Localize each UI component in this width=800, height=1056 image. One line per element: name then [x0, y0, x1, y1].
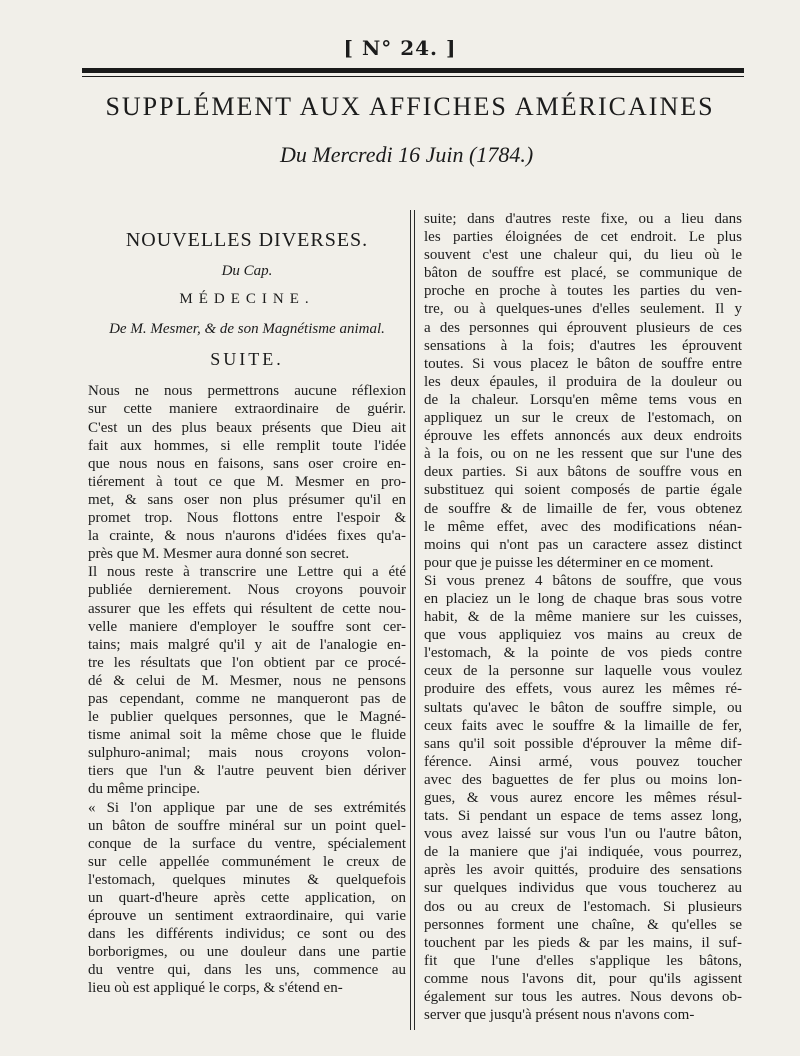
text-line: comme nous l'avons dit, pour qu'ils agissent [424, 970, 742, 987]
text-line: tats. Si pendant un espace de tems assez long, [424, 808, 742, 825]
text-line: tiérement à tout ce que M. Mesmer en pro- [88, 473, 406, 490]
text-line: deux parties. Si aux bâtons de souffre vous en [424, 464, 742, 481]
text-line: fit que l'une d'elles s'applique les bâtons, [424, 952, 742, 969]
text-line: borborigmes, ou une douleur dans une partie [88, 944, 406, 961]
text-line: tiers que l'un & l'autre peuvent bien dériver [88, 763, 406, 780]
text-line: éprouve un sentiment extraordinaire, qui varie [88, 908, 406, 925]
text-line: sultats qu'avec le bâton de souffre simple, ou [424, 699, 742, 716]
text-line: tisme animal soit la même chose que le fluide [88, 727, 406, 744]
text-line: après les avoir quittés, produire des sensations [424, 862, 742, 879]
text-line: ceux faits avec le souffre & la limaille de fer, [424, 717, 742, 734]
text-line: publiée dernierement. Nous croyons pouvoir [88, 582, 406, 599]
text-line: de la chaleur. Lorsqu'en même tems vous en [424, 391, 742, 408]
text-line: pour que je puisse les déterminer en ce moment. [424, 554, 714, 571]
text-line: Il nous reste à transcrire une Lettre qui a été [88, 564, 406, 581]
left-column [88, 210, 406, 998]
text-line: un quart-d'heure après cette application, on [88, 890, 406, 906]
text-line: près que M. Mesmer aura donné son secret. [88, 546, 350, 563]
text-line: pas cependant, comme ne manqueront pas de [88, 690, 406, 707]
text-line: sur quelques individus que vous toucherez au [424, 880, 742, 897]
text-line: moins qui n'ont pas un caractere assez distinct [424, 536, 742, 553]
text-line: tains; mais malgré qu'il y ait de l'analogie en- [88, 636, 406, 653]
article-continuation-label: SUITE. [210, 349, 284, 370]
issue-date: Du Mercredi 16 Juin (1784.) [280, 142, 534, 167]
text-line: personnes forment une chaîne, & qu'elles se [424, 916, 742, 933]
text-line: dans les différents individus; ce sont ou des [88, 926, 406, 943]
text-line: fait aux hommes, si elle remplit toute l'idée [88, 437, 406, 454]
text-line: également sur tous les autres. Nous devons ob- [424, 989, 742, 1006]
header-rule-thin [82, 76, 744, 77]
text-line: Nous ne nous permettrons aucune réflexion [88, 383, 406, 400]
text-line: un bâton de souffre minéral sur un point quel- [88, 817, 406, 834]
text-line: sans qu'il soit possible d'éprouver la même dif- [424, 735, 742, 752]
article-subject: MÉDECINE. [179, 291, 315, 308]
article-byline: De M. Mesmer, & de son Magnétisme animal. [109, 321, 385, 338]
text-line: promet trop. Nous flottons entre l'espoir & [88, 510, 406, 527]
text-line: férence. Ainsi armé, vous pouvez toucher [424, 753, 742, 770]
text-line: les parties éloignées de cet endroit. Le plus [424, 229, 742, 246]
text-line: du ventre qui, dans les uns, commence au [88, 962, 406, 979]
text-line: habit, & de la même maniere sur les cuisses, [424, 609, 742, 626]
text-line: dé & celui de M. Mesmer, nous ne pensons [88, 672, 406, 689]
text-line: substituez qui soient composés de partie égale [424, 482, 742, 499]
text-line: sur celle appellée communément le creux de [88, 853, 406, 870]
text-line: tre les résultats que l'on obtient par ce procé- [88, 654, 406, 671]
column-divider [410, 210, 411, 1030]
text-line: lieu où est appliqué le corps, & s'étend en- [88, 980, 343, 997]
text-line: ceux de la personne sur laquelle vous voulez [424, 663, 742, 680]
dateline-place: Du Cap. [221, 263, 273, 279]
text-line: conque de la surface du ventre, spécialement [88, 835, 406, 852]
text-line: produire des effets, vous aurez les mêmes ré- [424, 681, 742, 698]
text-line: Si vous prenez 4 bâtons de souffre, que vous [424, 572, 742, 589]
text-line: toutes. Si vous placez le bâton de souffre entre [424, 355, 742, 372]
text-line: du même principe. [88, 781, 201, 798]
right-column [424, 210, 742, 1024]
text-line: souvent c'est une chaleur qui, du lieu où le [424, 247, 742, 264]
text-line: suite; dans d'autres reste fixe, ou a lieu dans [424, 211, 742, 227]
text-line: éprouve les effets annoncés aux deux endroits [424, 428, 742, 445]
text-line: l'estomach, & la pointe de vos pieds contre [424, 645, 742, 662]
right-column-body [424, 210, 742, 1024]
text-line: sulphuro-animal; mais nous croyons volon- [88, 745, 406, 762]
text-line: de la maniere que j'ai indiquée, vous pourrez, [424, 844, 742, 861]
text-line: gues, & vous aurez encore les mêmes résul- [424, 790, 742, 806]
text-line: en placiez un le long de chaque bras sous votre [424, 590, 742, 607]
text-line: server que jusqu'à présent nous n'avons com- [424, 1007, 695, 1024]
section-title: NOUVELLES DIVERSES. [125, 229, 369, 251]
text-line: que vous appliquiez vos mains au creux de [424, 627, 742, 644]
text-line: appliquez un sur le creux de l'estomach, on [424, 410, 742, 427]
text-line: vous avez laissé sur vous l'un ou l'autre bâton, [424, 826, 742, 843]
text-line: C'est un des plus beaux présents que Dieu ait [88, 419, 406, 436]
text-line: velle maniere d'employer le souffre sont cer- [88, 618, 406, 635]
left-column-body [88, 382, 406, 997]
text-line: avec des baguettes de fer plus ou moins lon- [424, 771, 742, 788]
text-line: proche en proche à toutes les parties du ven- [424, 283, 742, 300]
text-line: la crainte, & nous n'aurons d'idées fixes qu'a- [88, 528, 406, 545]
text-line: met, & sans oser non plus présumer qu'il en [88, 491, 406, 508]
text-line: a des personnes qui éprouvent plusieurs de ces [424, 319, 742, 336]
text-line: touchent par les pieds & par les mains, il suf- [424, 934, 742, 951]
text-line: les deux épaules, il produira de la douleur ou [424, 373, 742, 390]
text-line: dos ou au creux de l'estomach. Si plusieurs [424, 898, 742, 915]
text-line: à la fois, ou on ne les ressent que sur l'une des [424, 446, 742, 463]
text-line: assurer que les effets qui résultent de cette nou- [88, 600, 406, 617]
text-line: sensations à la fois; d'autres les éprouvent [424, 337, 742, 354]
text-line: le même effet, avec des modifications néan- [424, 518, 742, 535]
text-line: l'estomach, quelques minutes & quelquefois [88, 871, 406, 888]
text-line: de souffre & de limaille de fer, vous obtenez [424, 500, 742, 517]
masthead: SUPPLÉMENT AUX AFFICHES AMÉRICAINES [105, 92, 715, 121]
page-number: [ N° 24. ] [343, 36, 457, 60]
text-line: sur cette maniere extraordinaire de guérir. [88, 401, 406, 418]
header-rule-thick [82, 68, 744, 73]
text-line: « Si l'on applique par une de ses extrémités [88, 799, 406, 816]
text-line: le publier quelques personnes, que le Magné- [88, 709, 406, 726]
text-line: bâton de souffre est placé, se communique de [424, 265, 742, 282]
text-line: que nous nous en faisons, sans oser croire en- [88, 455, 406, 472]
column-divider [414, 210, 415, 1030]
text-line: tre, ou à quelques-unes d'elles seulement. Il y [424, 301, 742, 318]
